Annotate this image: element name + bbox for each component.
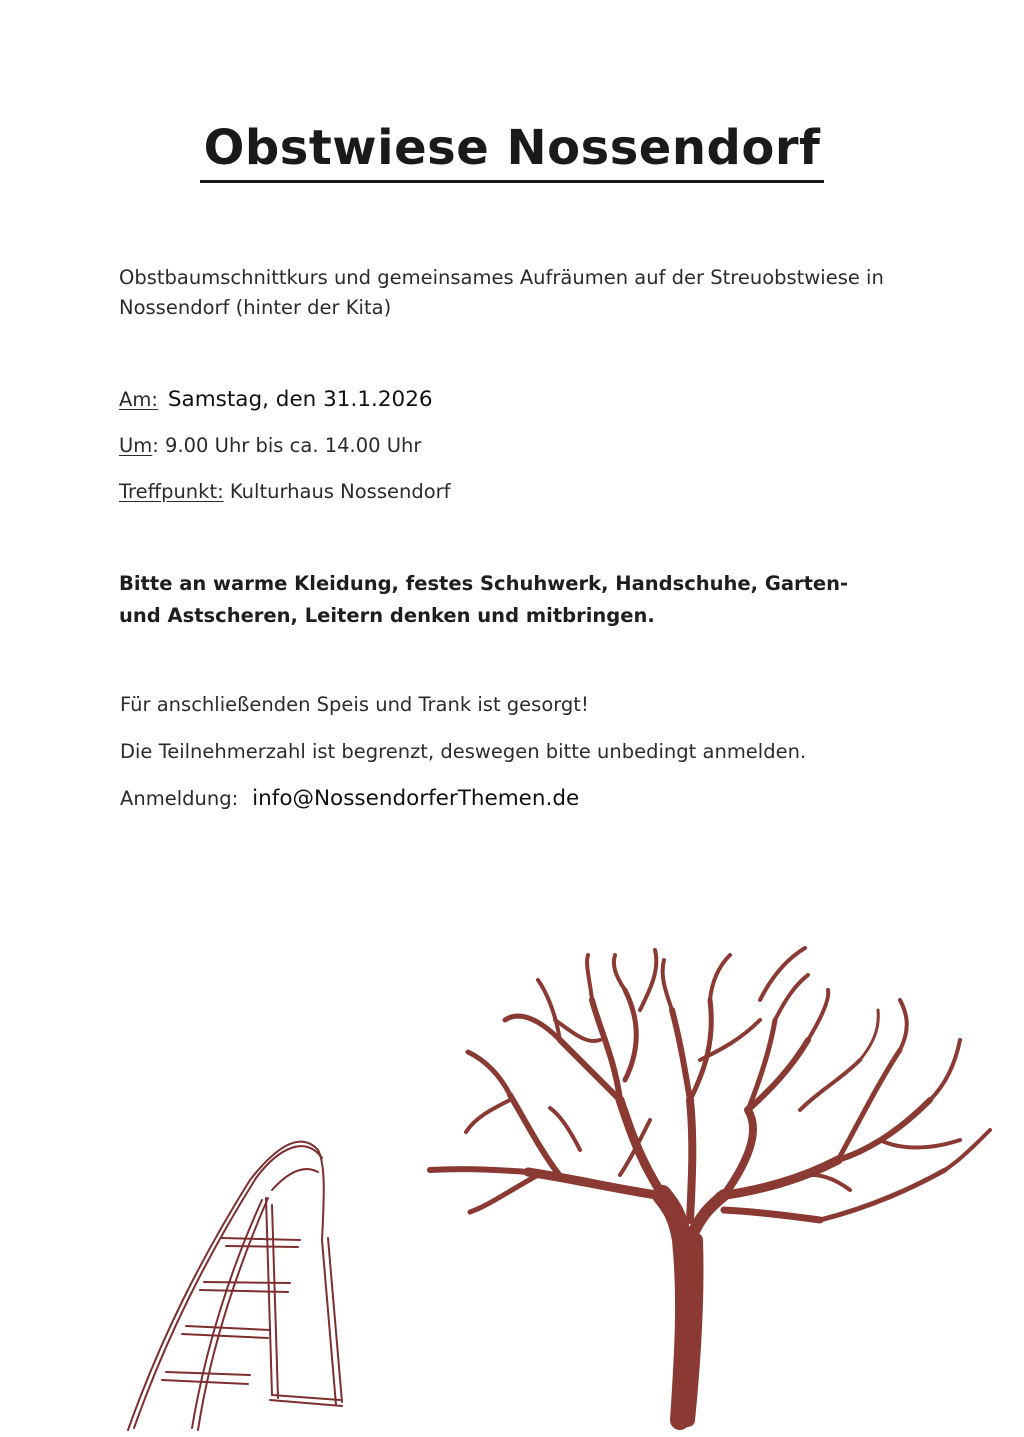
registration-note: Die Teilnehmerzahl ist begrenzt, deswegen bitte unbedingt anmelden.	[120, 740, 807, 763]
date-label: Am:	[119, 388, 158, 411]
intro-text: Obstbaumschnittkurs und gemeinsames Aufräumen auf der Streuobstwiese in Nossendorf (hinter der Kita)	[119, 266, 884, 319]
date-value: Samstag, den 31.1.2026	[167, 387, 433, 412]
equipment-notice: Bitte an warme Kleidung, festes Schuhwerk, Handschuhe, Garten- und Astscheren, Leitern denken und mitbringen.	[119, 572, 849, 627]
registration-label: Anmeldung:	[120, 787, 239, 810]
time-value: : 9.00 Uhr bis ca. 14.00 Uhr	[152, 434, 422, 457]
time-label: Um	[119, 434, 153, 457]
page-title: Obstwiese Nossendorf	[0, 118, 1024, 183]
meeting-point-label: Treffpunkt:	[119, 480, 224, 503]
ladder-sketch-icon	[128, 1142, 342, 1430]
meeting-point-value: Kulturhaus Nossendorf	[223, 480, 451, 503]
refreshments-line: Für anschließenden Speis und Trank ist gesorgt!	[120, 693, 589, 716]
registration-email[interactable]: info@NossendorferThemen.de	[252, 786, 580, 811]
tree-sketch-icon	[430, 948, 990, 1420]
